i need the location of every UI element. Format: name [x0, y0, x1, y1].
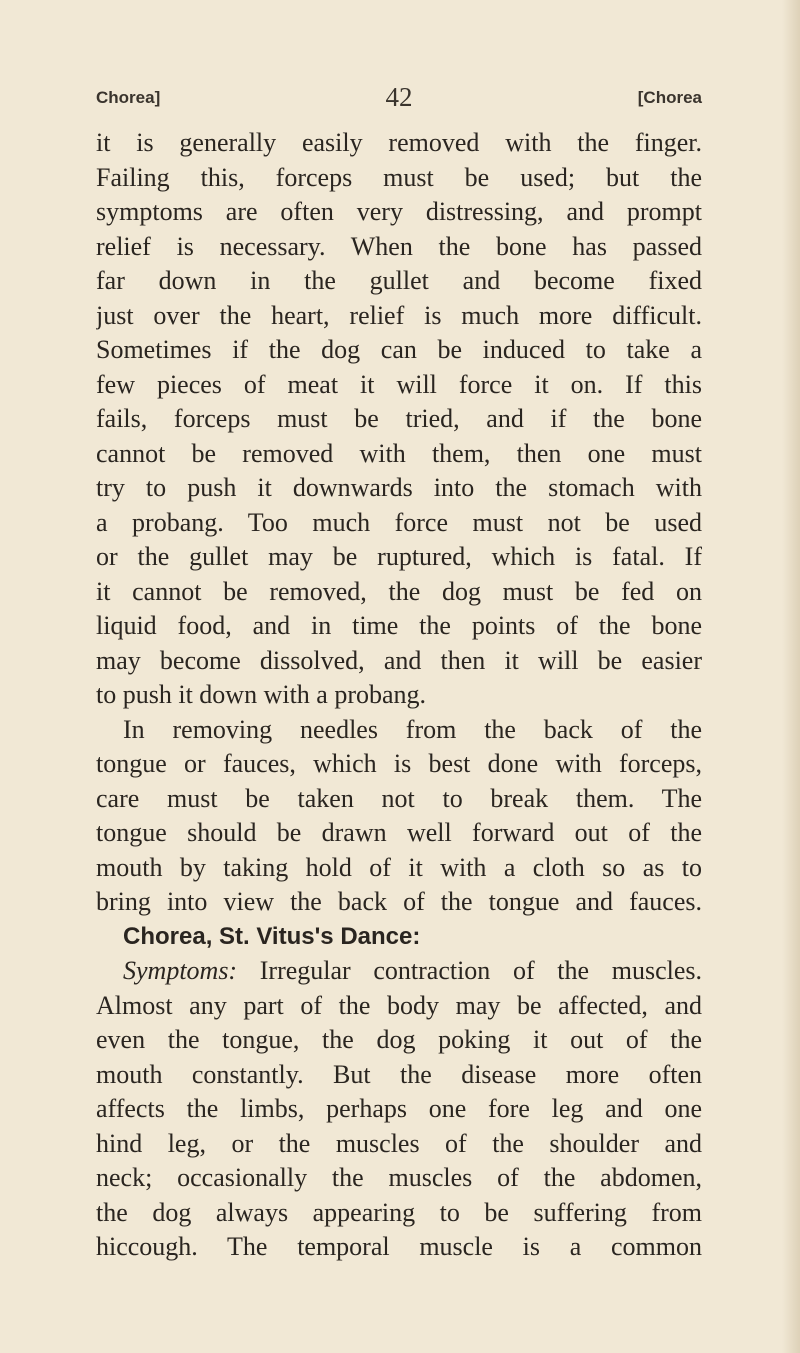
paragraph-foreign-body-removal	[96, 126, 702, 713]
text-line: relief is necessary. When the bone has passed	[96, 231, 702, 261]
text-line: far down in the gullet and become fixed	[96, 266, 702, 295]
page-header	[96, 82, 702, 122]
text-line: mouth constantly. But the disease more often	[96, 1059, 702, 1089]
page-number: 42	[385, 82, 413, 112]
text-line: even the tongue, the dog poking it out of the	[96, 1025, 702, 1054]
symptoms-text: Irregular contraction of the muscles.	[237, 956, 702, 985]
paragraph-chorea-symptoms	[96, 954, 702, 1265]
text-line: few pieces of meat it will force it on. If this	[96, 369, 702, 399]
text-line: may become dissolved, and then it will be easier	[96, 645, 702, 675]
text-line: tongue or fauces, which is best done with forceps,	[96, 749, 702, 778]
symptoms-label: Symptoms:	[123, 956, 238, 985]
running-head-right: [Chorea	[637, 88, 702, 107]
text-line: Almost any part of the body may be affected, and	[96, 990, 702, 1020]
text-line: to push it down with a probang.	[96, 680, 427, 709]
page-edge-shadow	[782, 0, 800, 1353]
text-line: a probang. Too much force must not be used	[96, 507, 702, 537]
text-line: it is generally easily removed with the finger.	[96, 128, 702, 157]
text-line: Failing this, forceps must be used; but the	[96, 162, 702, 192]
text-line: just over the heart, relief is much more difficult.	[96, 300, 702, 330]
text-line: the dog always appearing to be suffering from	[96, 1197, 702, 1227]
text-line: neck; occasionally the muscles of the abdomen,	[96, 1163, 702, 1192]
text-line: fails, forceps must be tried, and if the bone	[96, 404, 702, 433]
paragraph-needle-removal	[96, 713, 702, 920]
text-line: it cannot be removed, the dog must be fed on	[96, 576, 702, 606]
text-line	[96, 954, 702, 989]
text-line: hind leg, or the muscles of the shoulder and	[96, 1128, 702, 1158]
text-line: try to push it downwards into the stomach with	[96, 473, 702, 502]
text-line: bring into view the back of the tongue and fauces.	[96, 887, 702, 916]
text-line: Sometimes if the dog can be induced to take a	[96, 335, 702, 364]
text-line: hiccough. The temporal muscle is a common	[96, 1232, 702, 1261]
running-head-left: Chorea]	[96, 88, 161, 107]
text-line: care must be taken not to break them. The	[96, 783, 702, 813]
text-line: cannot be removed with them, then one must	[96, 438, 702, 468]
body-text	[96, 126, 702, 1265]
text-line: In removing needles from the back of the	[123, 714, 702, 744]
text-line: mouth by taking hold of it with a cloth so as to	[96, 852, 702, 882]
text-line: tongue should be drawn well forward out of the	[96, 818, 702, 847]
text-line: liquid food, and in time the points of the bone	[96, 611, 702, 640]
text-line: symptoms are often very distressing, and prompt	[96, 197, 702, 226]
text-line: affects the limbs, perhaps one fore leg and one	[96, 1094, 702, 1123]
text-line: or the gullet may be ruptured, which is fatal. If	[96, 542, 702, 571]
section-heading: Chorea, St. Vitus's Dance:	[123, 922, 421, 950]
